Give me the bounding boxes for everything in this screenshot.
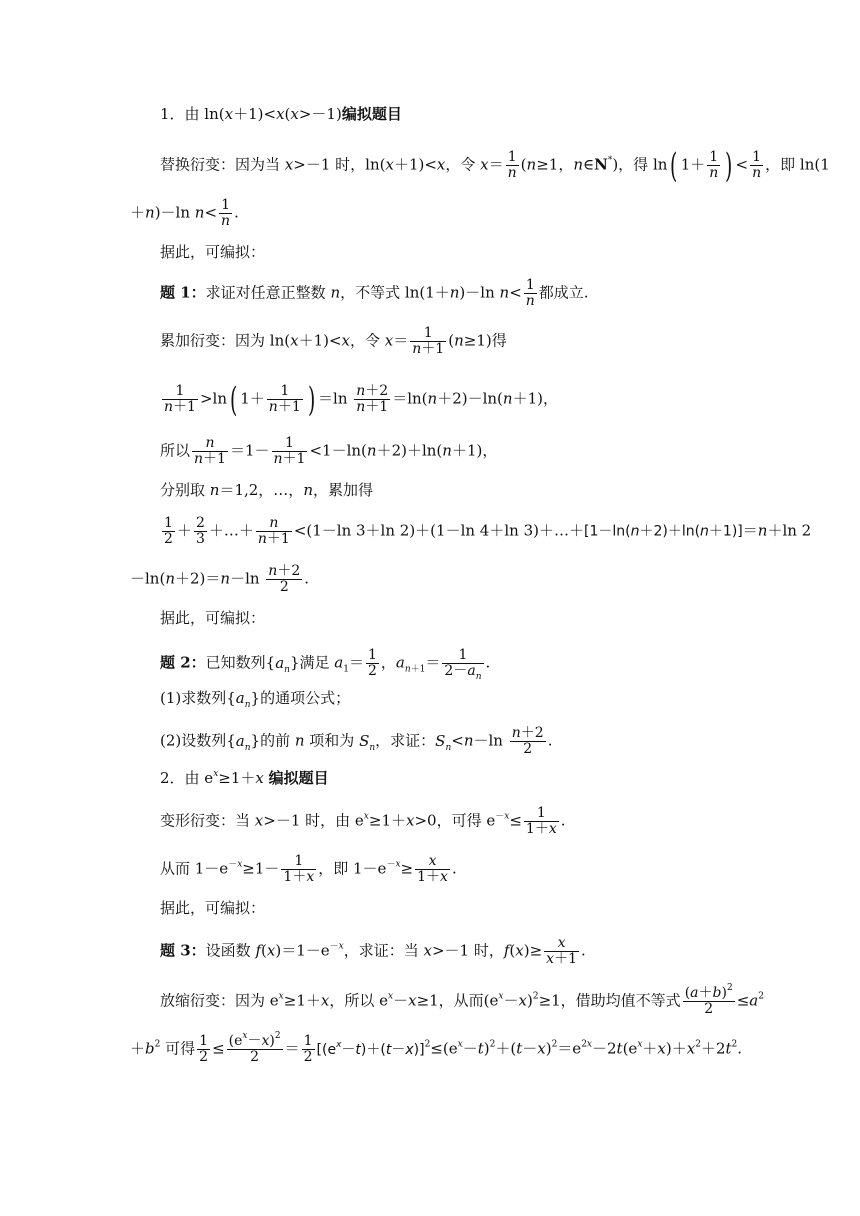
compose-note-1: 据此，可编拟： bbox=[160, 243, 266, 261]
accumulate-derivation-line-2: $\frac{1}{n+1}$ >ln( 1＋ $\frac{1}{n+1}$ ) ＝ln $\frac{n+2}{n+1}$ ＝ln(n＋2)－ln(n＋1)， bbox=[164, 379, 558, 420]
scale-label: 放缩衍变： bbox=[160, 991, 236, 1010]
accumulate-derivation-line-1: 累加衍变：因为 ln(x＋1)<x，令 x＝ $\frac{1}{n+1}$ (n≥1)得 bbox=[160, 325, 507, 357]
accumulate-derivation-line-5: $\frac{1}{2}$ ＋ $\frac{2}{3}$ ＋…＋ $\frac{n}{n+1}$ <(1－ln 3＋ln 2)＋(1－ln 4＋ln 3)＋…＋[1－ln(n＋2)＋ln(n＋1)]＝n＋ln 2 bbox=[164, 515, 812, 547]
question-2-part-1: (1)求数列$\{a_n\}$的通项公式； bbox=[160, 689, 351, 710]
deform-label: 变形衍变： bbox=[160, 811, 236, 830]
replace-label: 替换衍变： bbox=[160, 155, 236, 174]
question-2-part-2: (2)设数列$\{a_n\}$的前 n 项和为 $S_n$，求证：$S_n<n-\ln$ $\frac{n+2}{2}$ . bbox=[160, 725, 553, 757]
scale-derivation-line-2: $+b^2$ 可得 $\frac{1}{2}$ ≤ $\frac{(e^x-x)^2}{2}$ ＝ $\frac{1}{2}$ $[(e^x-t)+(t-x)]^2\le(e^x-t)^2+(t-x)^2=e^{2x}-2t(e^x+x)+x^2+2t^2$. bbox=[130, 1031, 743, 1065]
accumulate-derivation-line-6: －ln(n＋2)＝n－ln $\frac{n+2}{2}$ . bbox=[130, 563, 310, 595]
scale-derivation-line-1: 放缩衍变：因为 $e^x\ge 1+x$，所以 $e^x-x\ge 1$，从而$(e^x-x)^2\ge 1$，借助均值不等式 $\frac{(a+b)^2}{2}$ $\le a^2$ bbox=[160, 983, 764, 1017]
q1-label: 题 1： bbox=[160, 283, 206, 302]
deform-derivation-line-1: 变形衍变：当 x>－1 时，由 $e^x\ge 1+x>0$，可得 $e^{-x}\le$ $\frac{1}{1+x}$ . bbox=[160, 805, 566, 837]
section-1-title: 1．由 ln(x＋1)<x(x>－1)编拟题目 bbox=[160, 105, 402, 123]
accumulate-label: 累加衍变： bbox=[160, 331, 236, 350]
question-3: 题 3：设函数 $f(x)=1-e^{-x}$，求证：当 x>－1 时，f(x)≥ $\frac{x}{x+1}$ . bbox=[160, 935, 586, 967]
question-2: 题 2：已知数列$\{a_n\}$满足 $a_1=$ $\frac{1}{2}$ ，$a_{n+1}=$ $\frac{1}{2-a_n}$ . bbox=[160, 647, 491, 682]
section-2-title: 2．由 $e^x\ge 1+x$ 编拟题目 bbox=[160, 769, 329, 787]
q3-label: 题 3： bbox=[160, 941, 206, 960]
deform-derivation-line-2: 从而 $1-e^{-x}\ge 1-$ $\frac{1}{1+x}$ ，即 $1-e^{-x}\ge$ $\frac{x}{1+x}$ . bbox=[160, 853, 457, 885]
compose-note-2: 据此，可编拟： bbox=[160, 609, 266, 627]
compose-note-3: 据此，可编拟： bbox=[160, 899, 266, 917]
accumulate-derivation-line-3: 所以 $\frac{n}{n+1}$ ＝1－ $\frac{1}{n+1}$ <1－ln(n＋2)＋ln(n＋1)， bbox=[160, 435, 498, 467]
replace-derivation-line-1: 替换衍变：因为当 x>－1 时，ln(x＋1)<x，令 x＝ $\frac{1}{n}$ (n≥1，n∈N*)，得 ln( 1＋ $\frac{1}{n}$ ) < $\frac{1}{n}$ ，即 ln(1 bbox=[160, 145, 830, 186]
replace-derivation-line-2: ＋n)－ln n< $\frac{1}{n}$ . bbox=[130, 197, 239, 229]
accumulate-derivation-line-4: 分别取 n＝1,2，…，n，累加得 bbox=[160, 481, 373, 499]
question-1: 题 1：求证对任意正整数 n，不等式 ln(1＋n)－ln n< $\frac{1}{n}$ 都成立. bbox=[160, 277, 589, 309]
q2-label: 题 2： bbox=[160, 653, 206, 672]
